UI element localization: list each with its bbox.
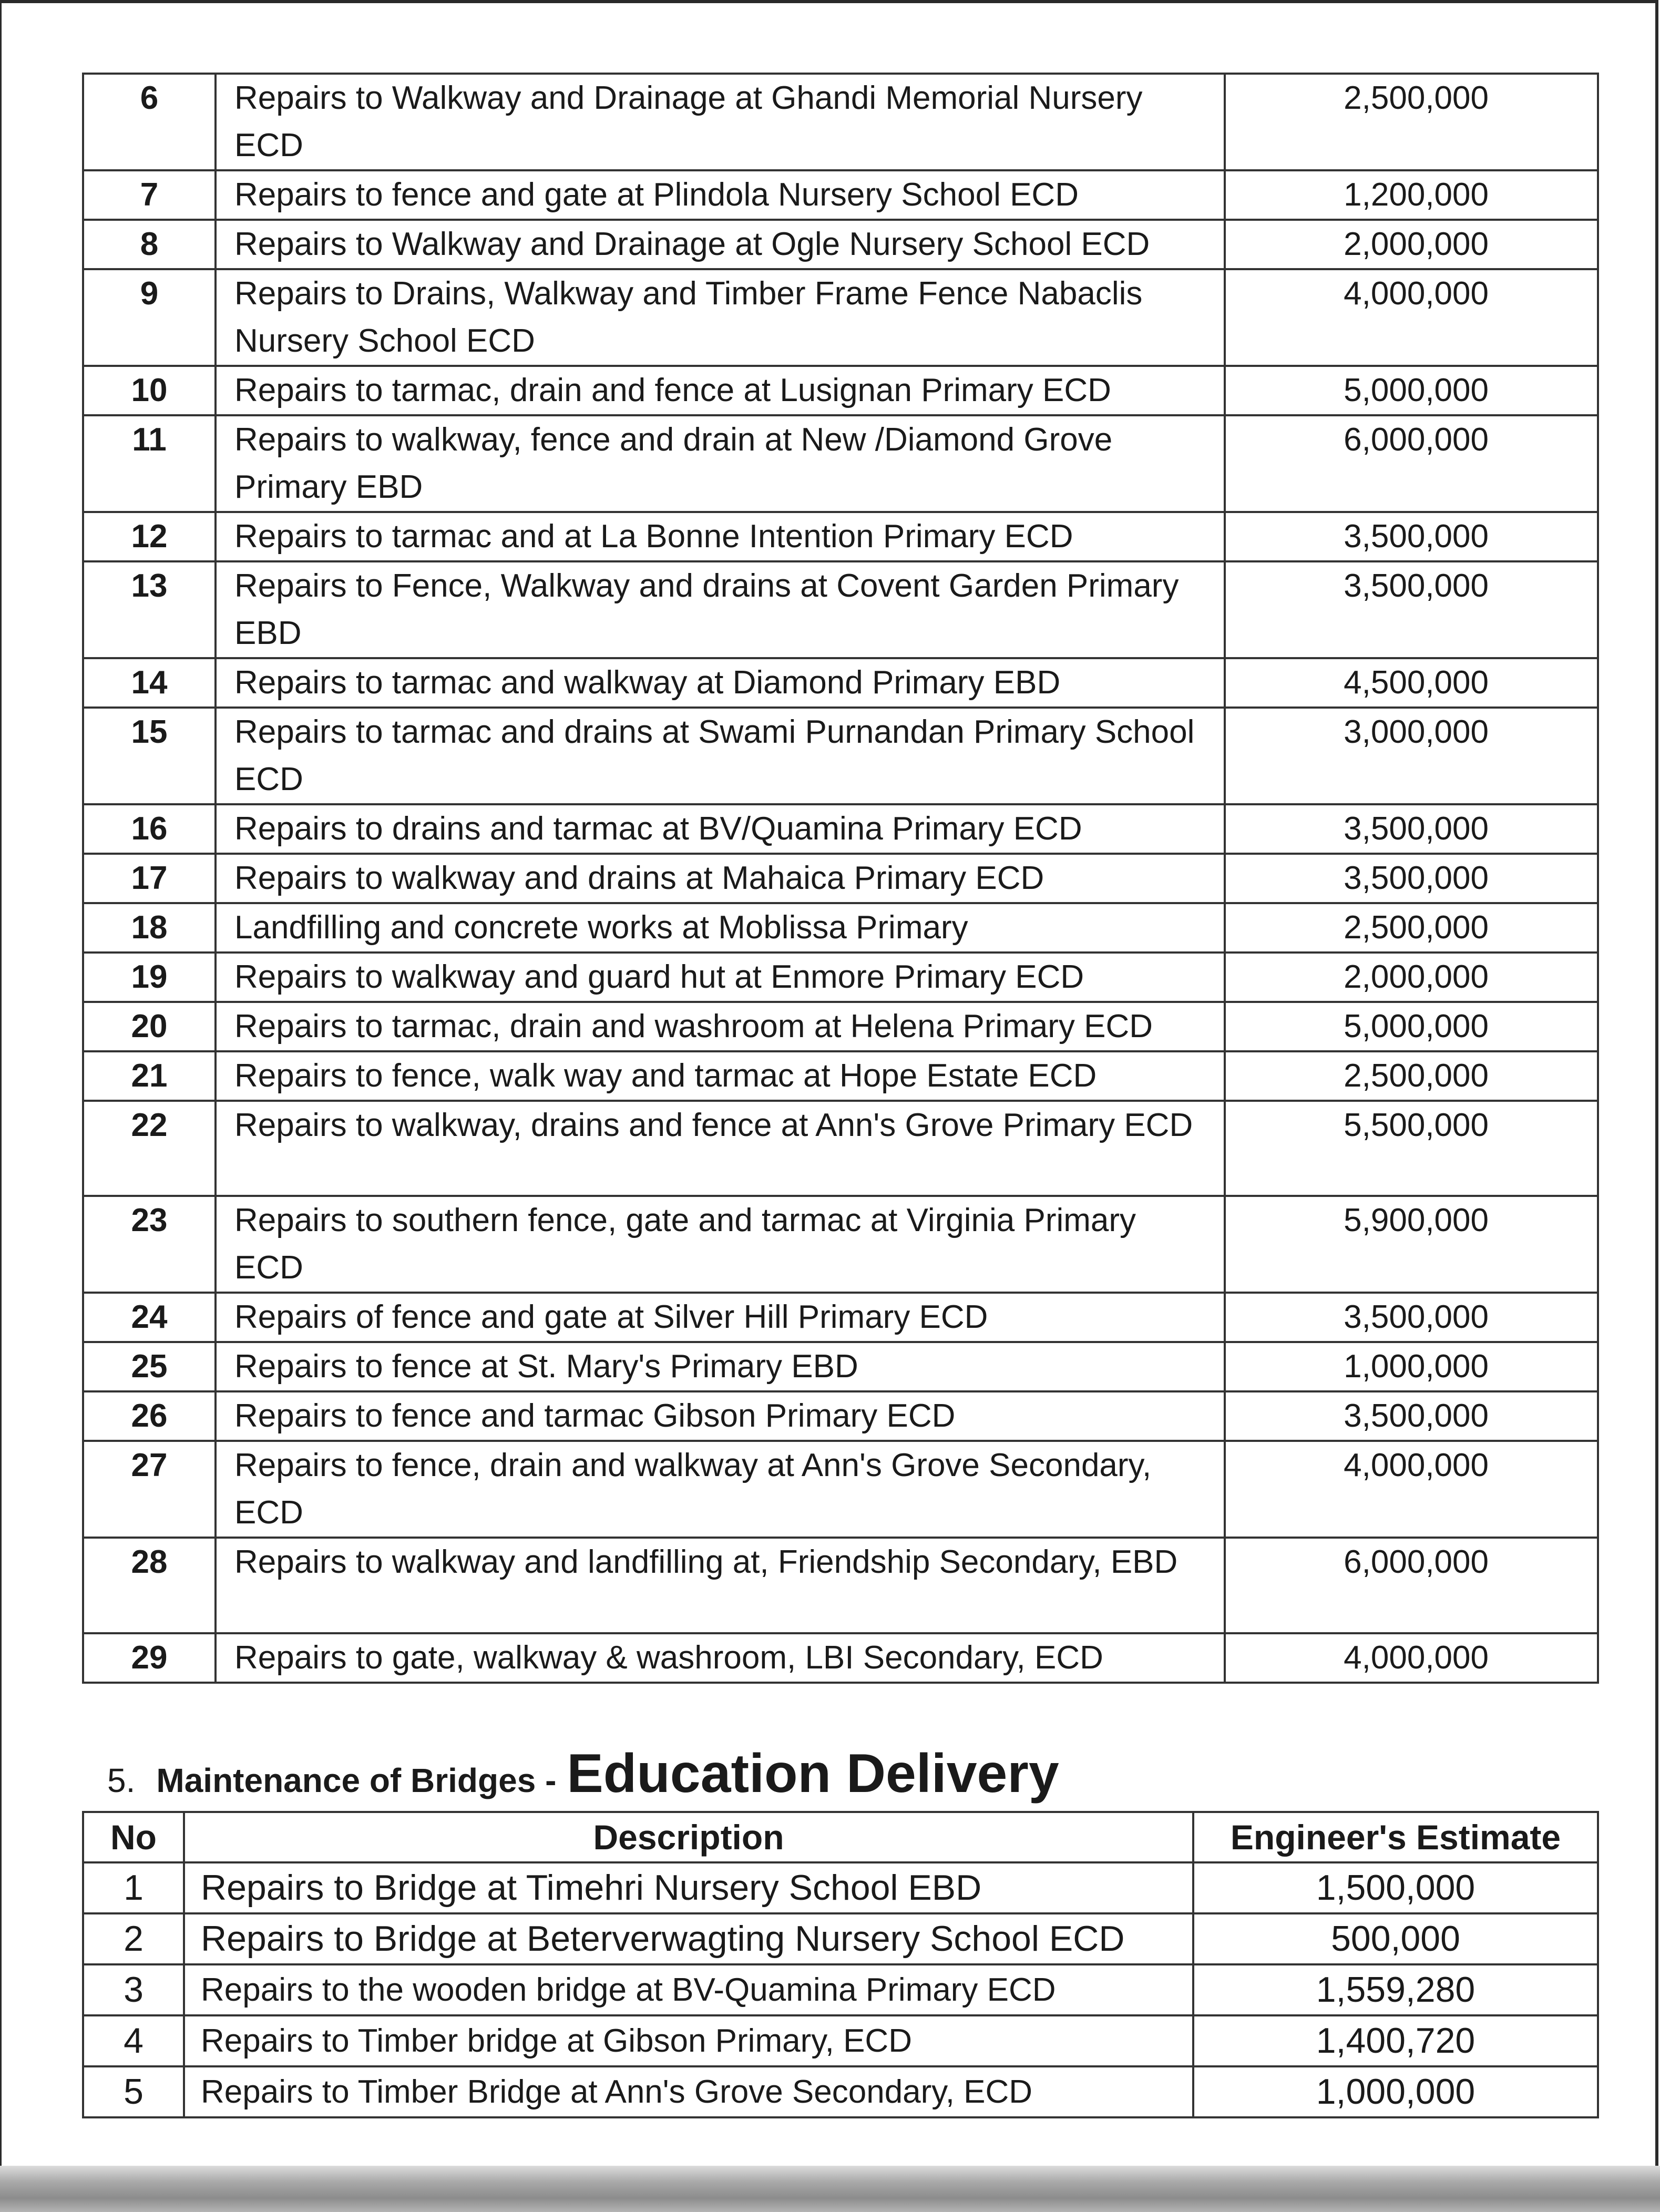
row-description: Repairs to fence, walk way and tarmac at Hope Estate ECD (216, 1051, 1225, 1101)
section-title-small: Maintenance of Bridges - (156, 1762, 557, 1799)
table-row (83, 269, 1598, 366)
row-description: Repairs to Walkway and Drainage at Ghandi Memorial Nursery ECD (216, 74, 1225, 170)
table-row (83, 220, 1598, 269)
row-description: Repairs to tarmac and drains at Swami Purnandan Primary School ECD (216, 708, 1225, 804)
row-estimate: 5,500,000 (1225, 1101, 1598, 1196)
row-estimate: 2,000,000 (1225, 953, 1598, 1002)
row-description: Repairs to walkway and landfilling at, Friendship Secondary, EBD (216, 1538, 1225, 1633)
table-row (83, 1101, 1598, 1196)
row-estimate: 1,559,280 (1193, 1964, 1598, 2015)
row-number: 16 (83, 804, 216, 854)
row-description: Repairs to fence and gate at Plindola Nursery School ECD (216, 170, 1225, 220)
row-description: Repairs to walkway and drains at Mahaica Primary ECD (216, 854, 1225, 903)
row-estimate: 3,500,000 (1225, 854, 1598, 903)
row-estimate: 3,500,000 (1225, 1293, 1598, 1342)
table-row (83, 1633, 1598, 1683)
row-description: Repairs to gate, walkway & washroom, LBI Secondary, ECD (216, 1633, 1225, 1683)
row-number: 18 (83, 903, 216, 953)
row-number: 24 (83, 1293, 216, 1342)
table-row (83, 804, 1598, 854)
row-number: 22 (83, 1101, 216, 1196)
row-description: Repairs to southern fence, gate and tarmac at Virginia Primary ECD (216, 1196, 1225, 1293)
table-row (83, 1391, 1598, 1441)
row-number: 19 (83, 953, 216, 1002)
row-estimate: 2,500,000 (1225, 74, 1598, 170)
row-estimate: 3,500,000 (1225, 804, 1598, 854)
row-estimate: 3,500,000 (1225, 561, 1598, 658)
row-estimate: 5,900,000 (1225, 1196, 1598, 1293)
row-estimate: 1,200,000 (1225, 170, 1598, 220)
row-description: Repairs to Timber bridge at Gibson Primary, ECD (184, 2015, 1193, 2066)
bridges-table (82, 1811, 1599, 2118)
table-row (83, 1051, 1598, 1101)
row-description: Repairs to the wooden bridge at BV-Quamina Primary ECD (184, 1964, 1193, 2015)
table-row (83, 1538, 1598, 1633)
table-row (83, 366, 1598, 415)
row-number: 9 (83, 269, 216, 366)
row-number: 20 (83, 1002, 216, 1051)
row-number: 2 (83, 1913, 184, 1964)
row-description: Repairs to tarmac and at La Bonne Intention Primary ECD (216, 512, 1225, 561)
row-estimate: 5,000,000 (1225, 366, 1598, 415)
row-estimate: 3,000,000 (1225, 708, 1598, 804)
table-row (83, 415, 1598, 512)
row-number: 1 (83, 1862, 184, 1913)
row-estimate: 2,500,000 (1225, 1051, 1598, 1101)
table-row (83, 953, 1598, 1002)
row-description: Repairs to walkway, drains and fence at Ann's Grove Primary ECD (216, 1101, 1225, 1196)
table-row (83, 2015, 1598, 2066)
row-estimate: 4,500,000 (1225, 658, 1598, 708)
road-repairs-table-continued (82, 73, 1599, 1684)
row-number: 10 (83, 366, 216, 415)
table-row (83, 903, 1598, 953)
table-row (83, 170, 1598, 220)
row-description: Repairs to Bridge at Beterverwagting Nursery School ECD (184, 1913, 1193, 1964)
table-row (83, 512, 1598, 561)
table-row (83, 1441, 1598, 1538)
table-row (83, 708, 1598, 804)
table-header-row (83, 1812, 1598, 1862)
row-description: Repairs to Timber Bridge at Ann's Grove Secondary, ECD (184, 2066, 1193, 2117)
section-heading (107, 1743, 1059, 1806)
row-description: Repairs to drains and tarmac at BV/Quamina Primary ECD (216, 804, 1225, 854)
row-description: Repairs to tarmac and walkway at Diamond Primary EBD (216, 658, 1225, 708)
row-estimate: 2,500,000 (1225, 903, 1598, 953)
row-description: Repairs to Fence, Walkway and drains at Covent Garden Primary EBD (216, 561, 1225, 658)
table-row (83, 1002, 1598, 1051)
table-row (83, 854, 1598, 903)
row-number: 6 (83, 74, 216, 170)
row-number: 15 (83, 708, 216, 804)
row-estimate: 6,000,000 (1225, 415, 1598, 512)
row-estimate: 1,500,000 (1193, 1862, 1598, 1913)
section-number: 5. (107, 1762, 136, 1799)
row-description: Repairs to tarmac, drain and washroom at Helena Primary ECD (216, 1002, 1225, 1051)
row-number: 23 (83, 1196, 216, 1293)
header-description: Description (184, 1812, 1193, 1862)
row-description: Repairs to fence at St. Mary's Primary EBD (216, 1342, 1225, 1391)
row-number: 17 (83, 854, 216, 903)
row-estimate: 3,500,000 (1225, 512, 1598, 561)
table-row (83, 2066, 1598, 2117)
row-estimate: 3,500,000 (1225, 1391, 1598, 1441)
header-estimate: Engineer's Estimate (1193, 1812, 1598, 1862)
table-row (83, 1293, 1598, 1342)
table-row (83, 1913, 1598, 1964)
row-number: 13 (83, 561, 216, 658)
row-estimate: 1,000,000 (1225, 1342, 1598, 1391)
row-description: Landfilling and concrete works at Moblissa Primary (216, 903, 1225, 953)
table-row (83, 561, 1598, 658)
row-estimate: 6,000,000 (1225, 1538, 1598, 1633)
table-row (83, 74, 1598, 170)
row-description: Repairs to tarmac, drain and fence at Lusignan Primary ECD (216, 366, 1225, 415)
table-row (83, 1862, 1598, 1913)
row-number: 8 (83, 220, 216, 269)
row-estimate: 5,000,000 (1225, 1002, 1598, 1051)
row-number: 5 (83, 2066, 184, 2117)
footer-bar (0, 2166, 1660, 2212)
row-number: 7 (83, 170, 216, 220)
row-estimate: 1,400,720 (1193, 2015, 1598, 2066)
header-no: No (83, 1812, 184, 1862)
row-number: 11 (83, 415, 216, 512)
row-estimate: 1,000,000 (1193, 2066, 1598, 2117)
row-estimate: 4,000,000 (1225, 1441, 1598, 1538)
row-description: Repairs to fence and tarmac Gibson Primary ECD (216, 1391, 1225, 1441)
row-description: Repairs to Drains, Walkway and Timber Frame Fence Nabaclis Nursery School ECD (216, 269, 1225, 366)
row-number: 28 (83, 1538, 216, 1633)
row-number: 27 (83, 1441, 216, 1538)
row-description: Repairs to Bridge at Timehri Nursery School EBD (184, 1862, 1193, 1913)
row-number: 14 (83, 658, 216, 708)
row-number: 26 (83, 1391, 216, 1441)
row-estimate: 4,000,000 (1225, 1633, 1598, 1683)
row-estimate: 2,000,000 (1225, 220, 1598, 269)
table-row (83, 1196, 1598, 1293)
row-estimate: 4,000,000 (1225, 269, 1598, 366)
section-title-big: Education Delivery (567, 1743, 1059, 1804)
row-number: 4 (83, 2015, 184, 2066)
row-number: 3 (83, 1964, 184, 2015)
row-number: 12 (83, 512, 216, 561)
row-number: 21 (83, 1051, 216, 1101)
row-number: 29 (83, 1633, 216, 1683)
table-row (83, 1964, 1598, 2015)
row-description: Repairs to fence, drain and walkway at Ann's Grove Secondary, ECD (216, 1441, 1225, 1538)
row-estimate: 500,000 (1193, 1913, 1598, 1964)
row-description: Repairs to walkway and guard hut at Enmore Primary ECD (216, 953, 1225, 1002)
table-row (83, 1342, 1598, 1391)
row-description: Repairs of fence and gate at Silver Hill Primary ECD (216, 1293, 1225, 1342)
row-number: 25 (83, 1342, 216, 1391)
table-row (83, 658, 1598, 708)
row-description: Repairs to walkway, fence and drain at New /Diamond Grove Primary EBD (216, 415, 1225, 512)
row-description: Repairs to Walkway and Drainage at Ogle Nursery School ECD (216, 220, 1225, 269)
